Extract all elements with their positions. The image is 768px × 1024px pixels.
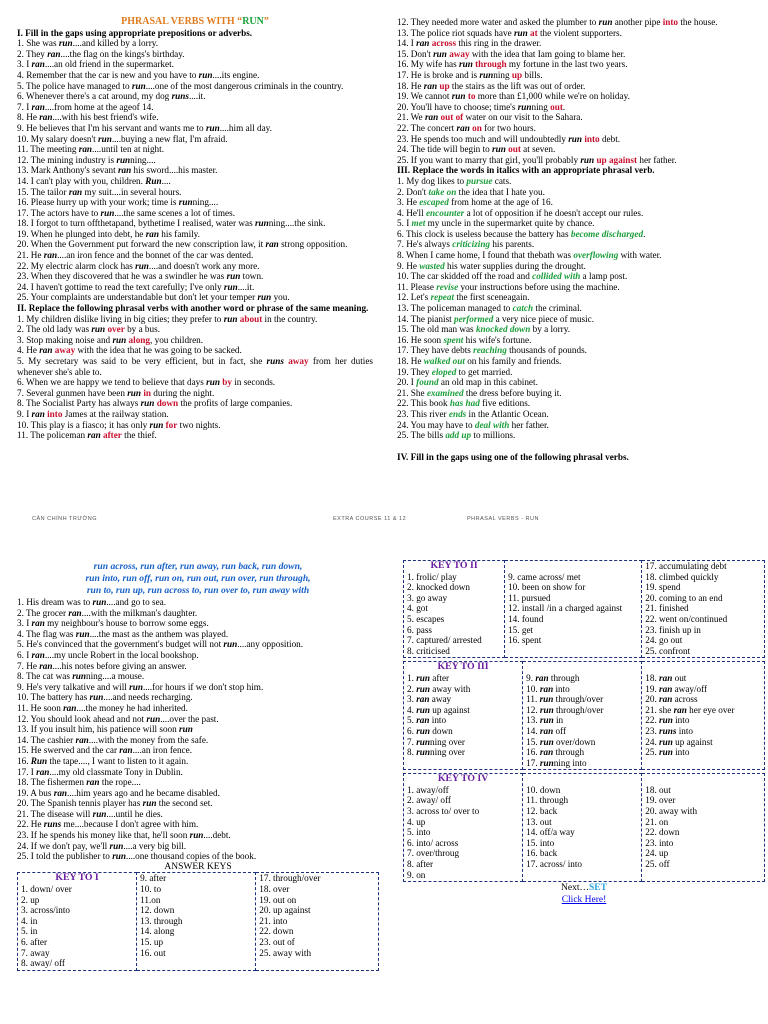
exercise-item: 16. My wife has run through my fortune in the last two years. bbox=[397, 59, 628, 70]
exercise-item: 17. They have debts reaching thousands of pounds. bbox=[397, 345, 587, 356]
exercise-item: 11. The policeman ran after the thief. bbox=[17, 430, 157, 441]
exercise-item: 25. If you want to marry that girl, you'll probably run up against her father. bbox=[397, 154, 677, 165]
exercise-item: 19. A bus ran....him years ago and he became disabled. bbox=[17, 787, 220, 798]
exercise-item: 13. If you insult him, his patience will soon run bbox=[17, 724, 193, 735]
section-2-heading: II. Replace the following phrasal verbs with another word or phrase of the same meaning. bbox=[17, 303, 369, 314]
exercise-item: 4. He'll encounter a lot of opposition if he doesn't accept our rules. bbox=[397, 207, 644, 218]
exercise-item: 2. They ran....the flag on the kings's birthday. bbox=[17, 48, 185, 59]
exercise-item: 7. He's always criticizing his parents. bbox=[397, 239, 535, 250]
exercise-item: 10. My salary doesn't run....buying a new flat, I'm afraid. bbox=[17, 133, 228, 144]
exercise-item: 17. I ran....my old classmate Tony in Dublin. bbox=[17, 766, 183, 777]
exercise-item: 3. I ran my neighbour's house to borrow some eggs. bbox=[17, 618, 209, 629]
exercise-item: 18. I forgot to turn offthetapand, bythetime I realised, water was running....the sink. bbox=[17, 218, 326, 229]
exercise-item: 14. The cashier ran....with the money from the safe. bbox=[17, 734, 209, 745]
exercise-item: 18. He walked out on his family and friends. bbox=[397, 356, 562, 366]
exercise-item: 9. He wasted his water supplies during the drought. bbox=[397, 260, 586, 271]
exercise-item: 20. When the Government put forward the new conscription law, it ran strong opposition. bbox=[17, 239, 348, 250]
key-to-i-table: KEY TO I 1. down/ over 2. up 3. across/into 4. in 5. in 6. after 7. away 8. away/ off 9. after 10. to 11.on 12. down 13. through 14. along 15. up 16. out 17. through/over 18. over 19. out on 20. up against 21. into 22. down 23. out of 25. away with bbox=[17, 872, 379, 970]
exercise-item: 7. Several gunmen have been run in during the night. bbox=[17, 387, 215, 398]
exercise-item: 14. I ran across this ring in the drawer. bbox=[397, 38, 542, 49]
exercise-item: 8. The Socialist Party has always run down the profits of large companies. bbox=[17, 398, 293, 409]
exercise-item: 7. I ran....from home at the ageof 14. bbox=[17, 101, 154, 112]
exercise-item: 23. If he spends his money like that, he'll soon run....debt. bbox=[17, 830, 231, 841]
exercise-item: 25. The bills add up to millions. bbox=[397, 430, 516, 441]
exercise-item: 5. I met my uncle in the supermarket quite by chance. bbox=[397, 218, 595, 229]
key-to-ii-table: KEY TO II 1. frolic/ play 2. knocked down 3. go away 4. got 5. escapes 6. pass 7. captured/ arrested 8. criticised 9. came across/ met 10. been on show for 11. pursued 12. install /in a charged against 14. found 15. get 16. spent 17. accumulating debt 18. climbed quickly 19. spend 20. coming to an end 21. finished 22. went on/continued 23. finish up in 24. go out 25. confront bbox=[403, 560, 765, 658]
exercise-item: 19. They eloped to get married. bbox=[397, 366, 513, 377]
exercise-item: 20. The Spanish tennis player has run the second set. bbox=[17, 798, 213, 809]
exercise-item: 15. The tailor ran my suit....in several hours. bbox=[17, 186, 182, 197]
exercise-item: 3. He escaped from home at the age of 16. bbox=[397, 197, 553, 208]
exercise-item: 22. He runs me....because I don't agree with him. bbox=[17, 819, 199, 830]
exercise-item: 20. You'll have to choose; time's running out. bbox=[397, 101, 566, 112]
exercise-item: 9. I ran into James at the railway station. bbox=[17, 408, 169, 419]
exercise-item: 21. We ran out of water on our visit to the Sahara. bbox=[397, 112, 583, 123]
exercise-item: 19. When he plunged into debt, he ran his family. bbox=[17, 228, 200, 239]
exercise-item: 15. Don't run away with the idea that Iam going to blame her. bbox=[397, 48, 626, 59]
exercise-item: 7. He ran....his notes before giving an answer. bbox=[17, 660, 187, 671]
exercise-column-right bbox=[397, 17, 755, 462]
exercise-item: 23. This river ends in the Atlantic Ocean. bbox=[397, 408, 549, 419]
exercise-item: 22. My electric alarm clock has run....and doesn't work any more. bbox=[17, 260, 260, 271]
exercise-item: 8. The cat was running....a mouse. bbox=[17, 671, 145, 682]
exercise-item: 6. When we are happy we tend to believe that days run by in seconds. bbox=[17, 377, 276, 388]
exercise-item: 9. He believes that I'm his servant and wants me to run....him all day. bbox=[17, 122, 272, 133]
section-4-heading: IV. Fill in the gaps using one of the following phrasal verbs. bbox=[397, 451, 629, 462]
exercise-item: 8. When I came home, I found that thebath was overflowing with water. bbox=[397, 250, 662, 261]
key-title: KEY TO I bbox=[55, 872, 99, 884]
exercise-item: 6. I ran....my uncle Robert in the local bookshop. bbox=[17, 649, 199, 660]
exercise-item: 1. His dream was to run....and go to sea. bbox=[17, 597, 167, 607]
exercise-item: 13. The policeman managed to catch the criminal. bbox=[397, 303, 582, 314]
exercise-item: 8. He ran....with his best friend's wife. bbox=[17, 112, 159, 123]
exercise-item: 12. The mining industry is running.... bbox=[17, 154, 156, 165]
exercise-item: 22. The concert ran on for two hours. bbox=[397, 122, 536, 133]
exercise-item: 5. The police have managed to run....one of the most dangerous criminals in the country. bbox=[17, 80, 344, 91]
exercise-item: 10. The car skidded off the road and collided with a lamp post. bbox=[397, 271, 628, 282]
exercise-item: 25. I told the publisher to run....one thousand copies of the book. bbox=[17, 851, 257, 862]
exercise-item: 4. He ran away with the idea that he was going to be sacked. bbox=[17, 345, 242, 356]
exercise-item: 11. The meeting ran....until ten at night. bbox=[17, 144, 164, 155]
key-to-iii-table: KEY TO III 1. run after 2. run away with 3. ran away 4. run up against 5. ran into 6. run down 7. running over 8. running over 9. ran through 10. ran into 11. run through/over 12. run through/over 13. run in 14. ran off 15. run over/down 16. ran through 17. running into 18. ran out 19. ran away/off 20. ran across 21. she ran her eye over 22. run into 23. runs into 24. run up against 25. run into bbox=[403, 661, 765, 770]
footer-course: EXTRA COURSE 11 & 12 bbox=[333, 516, 407, 522]
exercise-item: 3. Stop making noise and run along, you children. bbox=[17, 334, 204, 345]
section-3-heading: III. Replace the words in italics with an appropriate phrasal verb. bbox=[397, 165, 655, 176]
exercise-item: 17. He is broke and is running up bills. bbox=[397, 69, 543, 80]
exercise-item: 4. The flag was run....the mast as the anthem was played. bbox=[17, 628, 229, 639]
exercise-item: 1. My dog likes to pursue cats. bbox=[397, 175, 512, 186]
key-title: KEY TO IV bbox=[437, 773, 489, 785]
page-title: PHRASAL VERBS WITH “RUN” bbox=[121, 16, 269, 27]
phrasal-verb-list: run across, run after, run away, run back, run down, run into, run off, run on, run out, run over, run through, run to, run up, run across to, run over to, run away with bbox=[85, 561, 311, 596]
section-1-heading: I. Fill in the gaps using appropriate prepositions or adverbs. bbox=[17, 27, 253, 38]
exercise-item: 18. He ran up the stairs as the lift was out of order. bbox=[397, 80, 586, 91]
set-label: SET bbox=[589, 883, 607, 894]
exercise-item: 2. Don't take on the idea that I hate you. bbox=[397, 186, 545, 197]
exercise-item: 5. He's convinced that the government's budget will not run....any opposition. bbox=[17, 639, 304, 650]
key-title: KEY TO III bbox=[437, 661, 489, 673]
exercise-item: 23. He spends too much and will undoubtedly run into debt. bbox=[397, 133, 621, 144]
exercise-item: 16. He soon spent his wife's fortune. bbox=[397, 334, 532, 345]
exercise-item: 9. He's very talkative and will run....for hours if we don't stop him. bbox=[17, 681, 264, 692]
next-label: Next… bbox=[561, 883, 589, 894]
exercise-item: 2. The old lady was run over by a bus. bbox=[17, 324, 160, 335]
exercise-item: 1. My children dislike living in big cities; they prefer to run about in the country. bbox=[17, 313, 318, 324]
exercise-item: 5. My secretary was said to be very efficient, but in fact, she runs away from her duties whenever she's able to. bbox=[17, 356, 373, 377]
exercise-item: 11. Please revise your instructions before using the machine. bbox=[397, 281, 620, 292]
exercise-item: 22. This book has had five editions. bbox=[397, 398, 531, 409]
exercise-item: 4. Remember that the car is new and you have to run....its engine. bbox=[17, 69, 260, 80]
exercise-item: 17. The actors have to run....the same scenes a lot of times. bbox=[17, 207, 235, 218]
exercise-item: 2. The grocer ran....with the milkman's daughter. bbox=[17, 607, 198, 618]
exercise-item: 3. I ran....an old friend in the supermarket. bbox=[17, 59, 174, 70]
exercise-item: 11. He soon ran....the money he had inherited. bbox=[17, 702, 188, 713]
footer-author: CÂN CHÍNH TRƯỜNG bbox=[32, 516, 97, 522]
click-here-link[interactable]: Click Here! bbox=[561, 895, 607, 906]
answer-keys-column bbox=[403, 560, 765, 906]
exercise-item: 10. The battery has run....and needs recharging. bbox=[17, 692, 193, 703]
exercise-item: 13. Mark Anthony's sevant ran his sword....his master. bbox=[17, 165, 218, 176]
exercise-item: 14. The pianist performed a very nice piece of music. bbox=[397, 313, 595, 324]
exercise-item: 12. They needed more water and asked the plumber to run another pipe into the house. bbox=[397, 17, 718, 27]
exercise-item: 23. When they discovered that he was a swindler he was run town. bbox=[17, 271, 264, 282]
key-title: KEY TO II bbox=[430, 560, 478, 571]
exercise-item: 21. He ran....an iron fence and the bonnet of the car was dented. bbox=[17, 250, 254, 261]
exercise-item: 20. I found an old map in this cabinet. bbox=[397, 377, 538, 388]
exercise-item: 6. This clock is useless because the battery has become discharged. bbox=[397, 228, 646, 239]
exercise-item: 12. You should look ahead and not run....over the past. bbox=[17, 713, 219, 724]
exercise-item: 15. He swerved and the car ran....an iron fence. bbox=[17, 745, 193, 756]
next-set-notice bbox=[403, 882, 765, 906]
exercise-item: 16. Please hurry up with your work; time is running.... bbox=[17, 197, 219, 208]
exercise-item: 13. The police riot squads have run at the violent supporters. bbox=[397, 27, 622, 38]
exercise-item: 12. Let's repeat the first sceneagain. bbox=[397, 292, 530, 303]
exercise-item: 10. This play is a fiasco; it has only run for two nights. bbox=[17, 419, 221, 430]
exercise-item: 14. I can't play with you, children. Run.... bbox=[17, 175, 171, 186]
exercise-item: 15. The old man was knocked down by a lorry. bbox=[397, 324, 571, 335]
exercise-item: 6. Whenever there's a cat around, my dog runs....it. bbox=[17, 91, 206, 102]
exercise-item: 24. The tide will begin to run out at seven. bbox=[397, 144, 556, 155]
exercise-item: 21. She examined the dress before buying it. bbox=[397, 387, 562, 398]
exercise-item: 1. She was run....and killed by a lorry. bbox=[17, 38, 159, 49]
exercise-item: 18. The fishermen ran the rope.... bbox=[17, 777, 141, 788]
exercise-item: 16. Run the tape...., I want to listen to it again. bbox=[17, 755, 189, 766]
key-to-iv-table: KEY TO IV 1. away/off 2. away/ off 3. across to/ over to 4. up 5. into 6. into/ across 7. over/throug 8. after 9. on 10. down 11. through 12. back 13. out 14. off/a way 15. into 16. back 17. across/ into 18. out 19. over 20. away with 21. on 22. down 23. into 24. up 25. off bbox=[403, 773, 765, 882]
answer-keys-heading: ANSWER KEYS bbox=[164, 861, 232, 872]
exercise-column-left bbox=[17, 17, 373, 441]
footer-topic: PHRASAL VERBS - RUN bbox=[467, 516, 539, 522]
exercise-iv-column bbox=[17, 561, 379, 971]
exercise-item: 24. You may have to deal with her father. bbox=[397, 419, 549, 430]
exercise-item: 25. Your complaints are understandable but don't let your temper run you. bbox=[17, 292, 290, 303]
exercise-item: 21. The disease will run....until he dies. bbox=[17, 808, 163, 819]
exercise-item: 24. I haven't gottime to read the text carefully; I've only run....it. bbox=[17, 281, 255, 292]
exercise-item: 19. We cannot run to more than £1,000 while we're on holiday. bbox=[397, 91, 630, 102]
exercise-item: 24. If we don't pay, we'll run....a very big bill. bbox=[17, 840, 187, 851]
